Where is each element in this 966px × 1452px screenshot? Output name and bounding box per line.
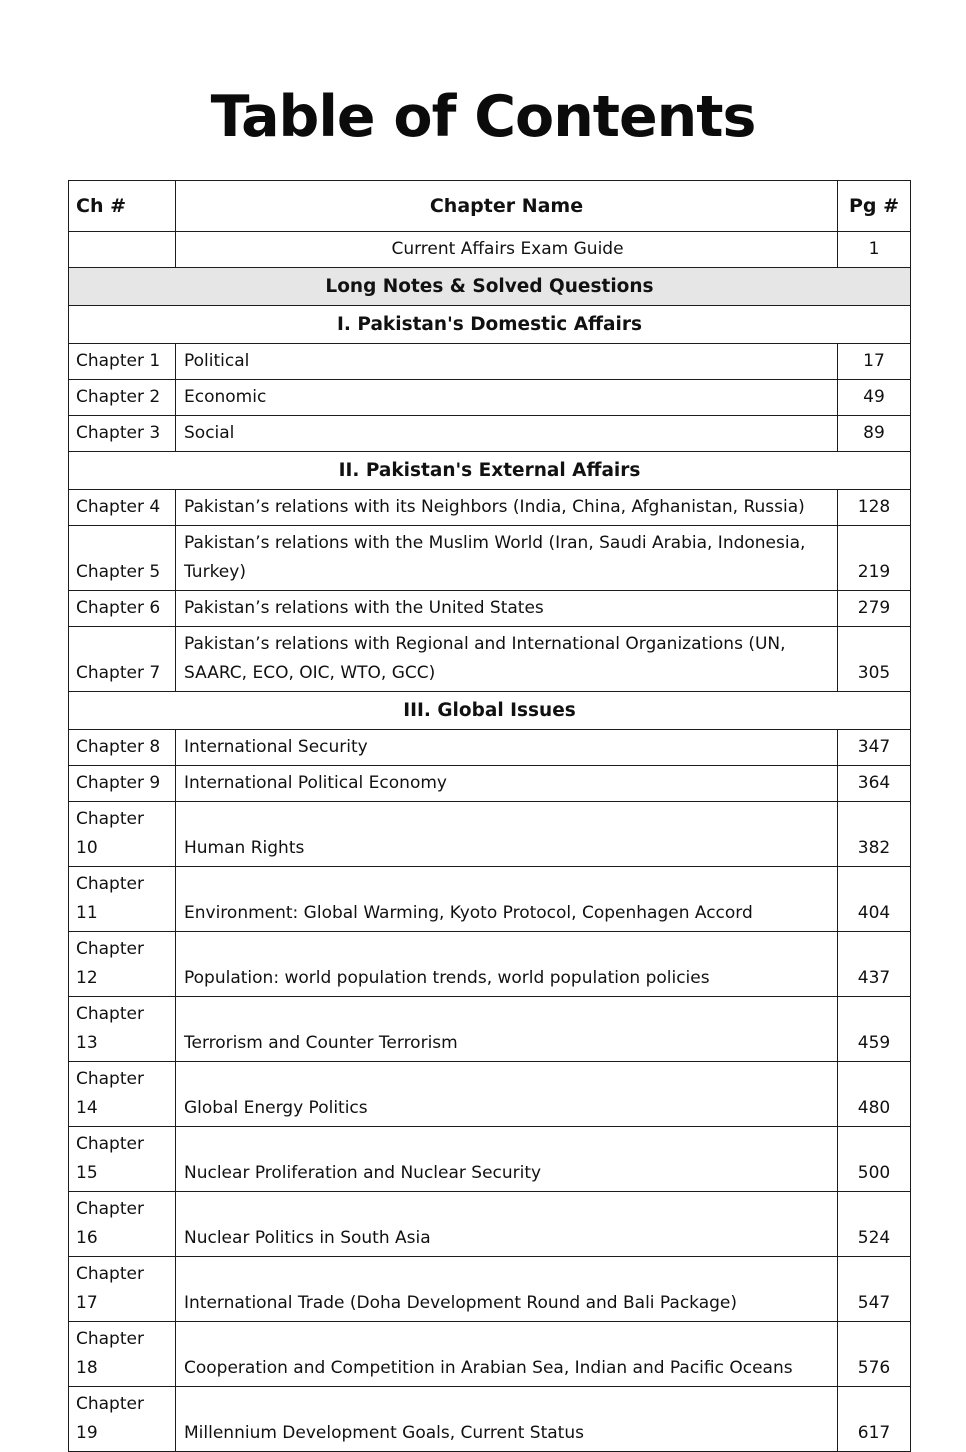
- chapter-name-cell: Current Affairs Exam Guide: [176, 231, 838, 267]
- chapter-name-cell: Millennium Development Goals, Current Status: [176, 1386, 838, 1451]
- page-number-cell: 437: [838, 931, 911, 996]
- chapter-name-cell: Nuclear Proliferation and Nuclear Security: [176, 1126, 838, 1191]
- chapter-number-cell: Chapter 15: [69, 1126, 176, 1191]
- section-row: [69, 305, 911, 343]
- page-number-cell: 404: [838, 866, 911, 931]
- chapter-number-cell: Chapter 16: [69, 1191, 176, 1256]
- table-of-contents: [68, 180, 911, 1452]
- table-row: [69, 801, 911, 866]
- chapter-number-cell: [69, 231, 176, 267]
- table-row: [69, 866, 911, 931]
- section-header: III. Global Issues: [69, 691, 911, 729]
- table-row: [69, 626, 911, 691]
- chapter-name-cell: Cooperation and Competition in Arabian Sea, Indian and Pacific Oceans: [176, 1321, 838, 1386]
- page-number-cell: 279: [838, 590, 911, 626]
- chapter-name-cell: International Trade (Doha Development Round and Bali Package): [176, 1256, 838, 1321]
- chapter-number-cell: Chapter 7: [69, 626, 176, 691]
- section-row: [69, 267, 911, 305]
- chapter-number-cell: Chapter 6: [69, 590, 176, 626]
- chapter-number-cell: Chapter 12: [69, 931, 176, 996]
- table-row: [69, 590, 911, 626]
- page-number-cell: 128: [838, 489, 911, 525]
- chapter-name-cell: Global Energy Politics: [176, 1061, 838, 1126]
- table-row: [69, 1126, 911, 1191]
- page-number-cell: 524: [838, 1191, 911, 1256]
- chapter-number-cell: Chapter 18: [69, 1321, 176, 1386]
- table-row: [69, 379, 911, 415]
- table-row: [69, 1321, 911, 1386]
- chapter-number-cell: Chapter 4: [69, 489, 176, 525]
- page-number-cell: 17: [838, 343, 911, 379]
- table-row: [69, 525, 911, 590]
- page-number-cell: 364: [838, 765, 911, 801]
- column-header-page-number: Pg #: [838, 180, 911, 231]
- chapter-name-cell: Pakistan’s relations with its Neighbors (India, China, Afghanistan, Russia): [176, 489, 838, 525]
- table-row: [69, 1191, 911, 1256]
- chapter-number-cell: Chapter 11: [69, 866, 176, 931]
- table-row: [69, 996, 911, 1061]
- page-number-cell: 49: [838, 379, 911, 415]
- page-number-cell: 382: [838, 801, 911, 866]
- table-row: [69, 231, 911, 267]
- chapter-number-cell: Chapter 1: [69, 343, 176, 379]
- table-row: [69, 489, 911, 525]
- chapter-number-cell: Chapter 9: [69, 765, 176, 801]
- table-row: [69, 343, 911, 379]
- chapter-number-cell: Chapter 14: [69, 1061, 176, 1126]
- table-row: [69, 729, 911, 765]
- section-header: Long Notes & Solved Questions: [69, 267, 911, 305]
- chapter-name-cell: International Security: [176, 729, 838, 765]
- page-title: Table of Contents: [210, 84, 756, 150]
- page-number-cell: 89: [838, 415, 911, 451]
- page-number-cell: 480: [838, 1061, 911, 1126]
- chapter-number-cell: Chapter 17: [69, 1256, 176, 1321]
- page-number-cell: 459: [838, 996, 911, 1061]
- table-header-row: [69, 180, 911, 231]
- section-header: II. Pakistan's External Affairs: [69, 451, 911, 489]
- page-number-cell: 219: [838, 525, 911, 590]
- chapter-number-cell: Chapter 8: [69, 729, 176, 765]
- table-row: [69, 931, 911, 996]
- chapter-name-cell: Environment: Global Warming, Kyoto Protocol, Copenhagen Accord: [176, 866, 838, 931]
- chapter-name-cell: Nuclear Politics in South Asia: [176, 1191, 838, 1256]
- page-number-cell: 305: [838, 626, 911, 691]
- column-header-chapter-number: Ch #: [69, 180, 176, 231]
- chapter-number-cell: Chapter 3: [69, 415, 176, 451]
- toc-table-body: [69, 231, 911, 1451]
- page-number-cell: 547: [838, 1256, 911, 1321]
- chapter-number-cell: Chapter 5: [69, 525, 176, 590]
- chapter-number-cell: Chapter 19: [69, 1386, 176, 1451]
- chapter-number-cell: Chapter 13: [69, 996, 176, 1061]
- chapter-name-cell: Pakistan’s relations with the United States: [176, 590, 838, 626]
- chapter-name-cell: Human Rights: [176, 801, 838, 866]
- section-row: [69, 691, 911, 729]
- chapter-name-cell: Economic: [176, 379, 838, 415]
- table-row: [69, 1386, 911, 1451]
- chapter-number-cell: Chapter 2: [69, 379, 176, 415]
- table-row: [69, 765, 911, 801]
- section-header: I. Pakistan's Domestic Affairs: [69, 305, 911, 343]
- chapter-name-cell: Pakistan’s relations with the Muslim World (Iran, Saudi Arabia, Indonesia, Turkey): [176, 525, 838, 590]
- table-row: [69, 1256, 911, 1321]
- page-number-cell: 500: [838, 1126, 911, 1191]
- table-row: [69, 1061, 911, 1126]
- column-header-chapter-name: Chapter Name: [176, 180, 838, 231]
- table-row: [69, 415, 911, 451]
- page-number-cell: 347: [838, 729, 911, 765]
- chapter-name-cell: Population: world population trends, world population policies: [176, 931, 838, 996]
- page-number-cell: 617: [838, 1386, 911, 1451]
- chapter-name-cell: Political: [176, 343, 838, 379]
- chapter-name-cell: International Political Economy: [176, 765, 838, 801]
- page-number-cell: 1: [838, 231, 911, 267]
- chapter-name-cell: Social: [176, 415, 838, 451]
- chapter-name-cell: Terrorism and Counter Terrorism: [176, 996, 838, 1061]
- section-row: [69, 451, 911, 489]
- chapter-number-cell: Chapter 10: [69, 801, 176, 866]
- chapter-name-cell: Pakistan’s relations with Regional and International Organizations (UN, SAARC, ECO, OIC, WTO, GCC): [176, 626, 838, 691]
- page-number-cell: 576: [838, 1321, 911, 1386]
